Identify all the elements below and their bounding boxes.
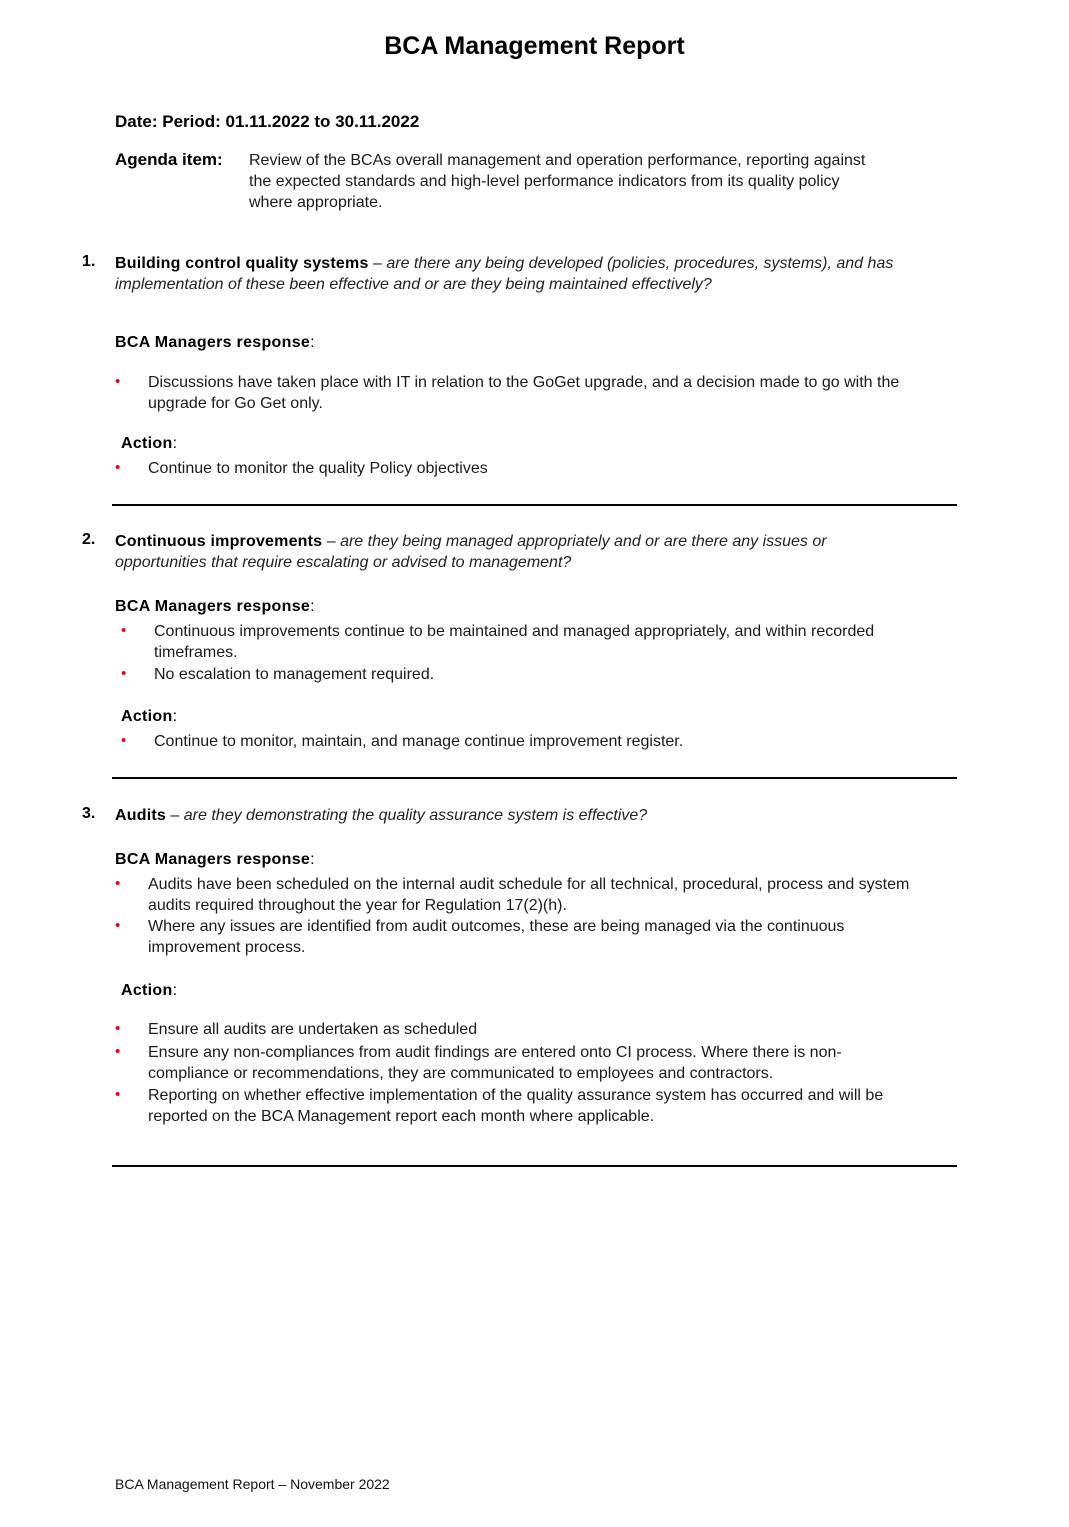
- section-divider: [112, 1165, 957, 1167]
- section-1-question-text: are there any being developed (policies, procedures, systems), and has implementation of these been effective and or are they being maintained effectively?: [115, 255, 894, 293]
- section-3-action-item: Ensure all audits are undertaken as scheduled: [148, 1021, 478, 1038]
- section-1-action-label-text: Action: [121, 435, 173, 452]
- section-3-action-label-text: Action: [121, 982, 173, 999]
- section-1-response-label: BCA Managers response:: [115, 334, 315, 351]
- page-footer: BCA Management Report – November 2022: [115, 1476, 390, 1492]
- section-1-action-label: Action:: [121, 435, 178, 452]
- section-3-dash: –: [165, 807, 184, 824]
- report-title: BCA Management Report: [384, 32, 685, 60]
- section-3-response-label: BCA Managers response:: [115, 851, 315, 868]
- section-1-response-label-text: BCA Managers response: [115, 334, 311, 351]
- bullet-icon: •: [115, 459, 121, 476]
- section-2-number: 2.: [82, 531, 96, 548]
- section-2-question-text: are they being managed appropriately and or are there any issues or opportunities that require escalating or advised to management?: [115, 533, 827, 571]
- bullet-icon: •: [115, 917, 121, 934]
- section-2-action-item: Continue to monitor, maintain, and manage continue improvement register.: [154, 733, 684, 750]
- section-2-response-label-text: BCA Managers response: [115, 598, 311, 615]
- section-3-action-label: Action:: [121, 982, 178, 999]
- section-divider: [112, 777, 957, 779]
- bullet-icon: •: [115, 1043, 121, 1060]
- date-period: Date: Period: 01.11.2022 to 30.11.2022: [115, 112, 420, 131]
- section-2-action-label: Action:: [121, 708, 178, 725]
- section-divider: [112, 504, 957, 506]
- section-3-question: [115, 805, 965, 826]
- bullet-icon: •: [121, 732, 127, 749]
- section-1-question: [115, 253, 965, 295]
- section-2-response-item: Continuous improvements continue to be maintained and managed appropriately, and within recorded timeframes.: [154, 623, 875, 661]
- bullet-icon: •: [121, 665, 127, 682]
- section-3-response-item: Audits have been scheduled on the internal audit schedule for all technical, procedural, process and system audits required throughout the year for Regulation 17(2)(h).: [148, 876, 910, 914]
- section-1-number: 1.: [82, 253, 96, 270]
- bullet-icon: •: [115, 875, 121, 892]
- section-3-action-item: Reporting on whether effective implementation of the quality assurance system has occurred and will be reported on the BCA Management report each month where applicable.: [148, 1087, 884, 1125]
- section-2-response-label: BCA Managers response:: [115, 598, 315, 615]
- section-3-response-item: Where any issues are identified from audit outcomes, these are being managed via the continuous improvement process.: [148, 918, 845, 956]
- section-2-action-label-text: Action: [121, 708, 173, 725]
- section-1-action-item: Continue to monitor the quality Policy objectives: [148, 460, 488, 477]
- bullet-icon: •: [115, 1086, 121, 1103]
- agenda-label: Agenda item:: [115, 150, 223, 169]
- section-3-response-label-text: BCA Managers response: [115, 851, 311, 868]
- section-2-dash: –: [322, 533, 341, 550]
- bullet-icon: •: [115, 1020, 121, 1037]
- section-2-response-item: No escalation to management required.: [154, 666, 435, 683]
- section-1-heading: Building control quality systems: [115, 255, 369, 272]
- section-3-heading: Audits: [115, 807, 166, 824]
- section-1-dash: –: [368, 255, 387, 272]
- section-3-number: 3.: [82, 805, 96, 822]
- bullet-icon: •: [121, 622, 127, 639]
- section-1-response-item: Discussions have taken place with IT in relation to the GoGet upgrade, and a decision made to go with the upgrade for Go Get only.: [148, 374, 900, 412]
- bullet-icon: •: [115, 373, 121, 390]
- section-3-question-text: are they demonstrating the quality assurance system is effective?: [183, 807, 648, 824]
- agenda-text: Review of the BCAs overall management and operation performance, reporting against the expected standards and high-level performance indicators from its quality policy where appropriate.: [249, 152, 866, 211]
- section-3-action-item: Ensure any non-compliances from audit findings are entered onto CI process. Where there is non-compliance or recommendations, they are communicated to employees and contractors.: [148, 1044, 842, 1082]
- section-2-heading: Continuous improvements: [115, 533, 323, 550]
- section-2-question: [115, 531, 905, 573]
